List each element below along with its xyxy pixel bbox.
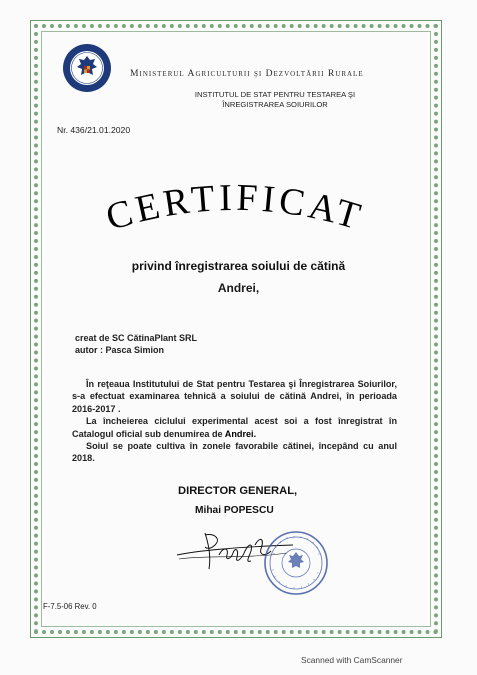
body-paragraph-2-text: La încheierea ciclului experimental acest soi a fost înregistrat în Catalogul oficial sub denumirea de	[72, 416, 397, 439]
government-seal-icon	[62, 43, 112, 93]
form-code: F-7.5-06 Rev. 0	[43, 602, 97, 611]
body-paragraph-2-variety: Andrei.	[224, 428, 257, 439]
certificate-title	[60, 180, 410, 250]
ministry-name: Ministerul Agriculturii şi Dezvoltării Rurale	[130, 68, 364, 79]
official-stamp-icon	[263, 530, 329, 596]
certificate-subtitle: privind înregistrarea soiului de cătină	[131, 259, 346, 273]
institute-line-1: INSTITUTUL DE STAT PENTRU TESTAREA ŞI	[194, 90, 356, 99]
certificate-body	[72, 378, 397, 465]
certificate-title-text: CERTIFICAT	[101, 180, 369, 240]
institute-name	[150, 90, 400, 110]
body-paragraph-2	[72, 415, 397, 440]
creator-block	[75, 332, 197, 356]
variety-name: Andrei,	[217, 281, 260, 295]
svg-text:CERTIFICAT	[101, 180, 368, 239]
signatory-title: DIRECTOR GENERAL,	[178, 485, 298, 497]
scanner-watermark: Scanned with CamScanner	[301, 655, 403, 665]
body-paragraph-1: În reţeaua Institutului de Stat pentru Testarea şi Înregistrarea Soiurilor, s-a efectuat examinarea tehnică a soiului de cătină Andrei, în perioada 2016-2017 .	[72, 379, 397, 414]
created-by-line: creat de SC CătinaPlant SRL	[75, 333, 198, 343]
author-line: autor : Pasca Simion	[75, 345, 165, 355]
signatory-name: Mihai POPESCU	[195, 505, 274, 516]
registration-number: Nr. 436/21.01.2020	[57, 125, 131, 135]
body-paragraph-3: Soiul se poate cultiva în zonele favorabile cătinei, începând cu anul 2018.	[72, 441, 397, 464]
institute-line-2: ÎNREGISTRAREA SOIURILOR	[222, 100, 328, 109]
